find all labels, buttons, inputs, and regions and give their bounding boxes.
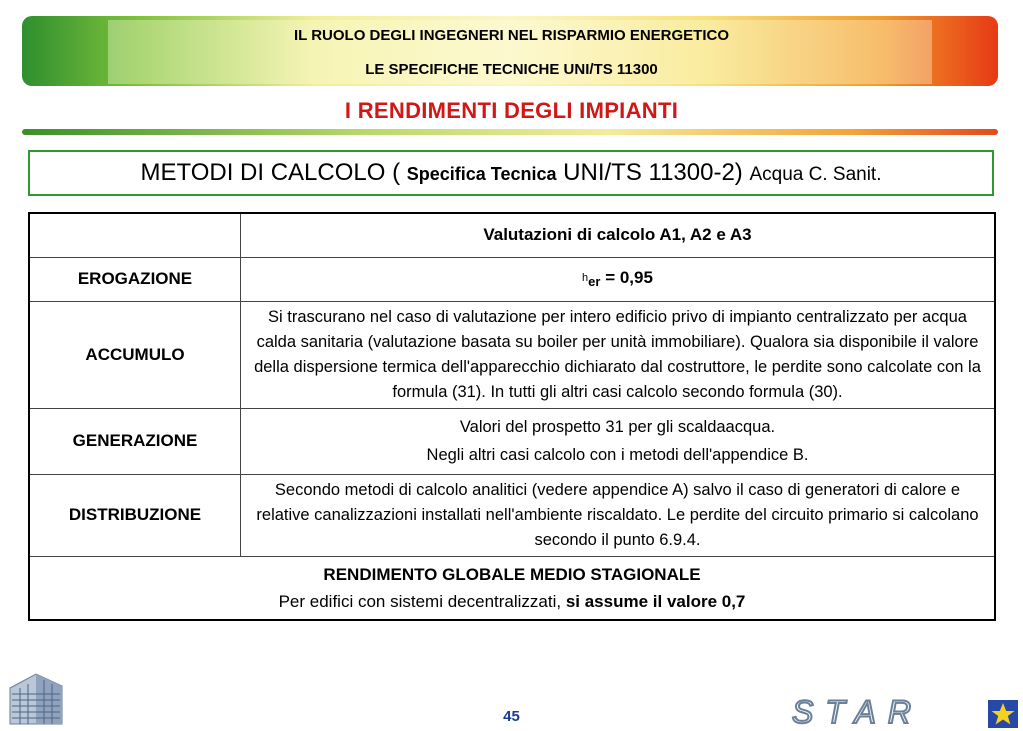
calculation-table (28, 212, 996, 621)
method-text-2: Specifica Tecnica (406, 164, 557, 184)
row-label-distribuzione: DISTRIBUZIONE (29, 474, 241, 556)
table-header-row (29, 213, 995, 257)
table-row-generazione (29, 408, 995, 474)
summary-title: RENDIMENTO GLOBALE MEDIO STAGIONALE (323, 564, 701, 584)
page-number: 45 (503, 708, 520, 725)
row-label-erogazione: EROGAZIONE (29, 257, 241, 301)
eta-symbol: h (582, 271, 589, 284)
eta-subscript: er (588, 273, 601, 289)
table-header-empty (29, 213, 241, 257)
generazione-line-1: Valori del prospetto 31 per gli scaldaacqua. (459, 417, 776, 436)
distribuzione-text: Secondo metodi di calcolo analitici (vedere appendice A) salvo il caso di generatori di calore e relative canalizzazioni installati nell'ambiente riscaldato. Le perdite del circuito primario si calcolano secondo il punto 6.9.4. (241, 474, 996, 556)
method-text-4: Acqua C. Sanit. (749, 164, 882, 185)
accumulo-text: Si trascurano nel caso di valutazione per intero edificio privo di impianto centralizzato per acqua calda sanitaria (valutazione basata su boiler per unità immobiliare). Qualora sia disponibile il valore della dispersione termica dell'apparecchio dichiarato dal costruttore, le perdite sono calcolate con la formula (31). In tutti gli altri casi calcolo secondo formula (30). (241, 301, 996, 408)
erogazione-number: = 0,95 (600, 267, 653, 287)
table-row-erogazione (29, 257, 995, 301)
summary-cell (29, 556, 995, 620)
header-line-1: IL RUOLO DEGLI INGEGNERI NEL RISPARMIO ENERGETICO (293, 27, 730, 44)
table-row-accumulo (29, 301, 995, 408)
method-text-1: METODI DI CALCOLO ( (140, 159, 407, 186)
row-label-generazione: GENERAZIONE (29, 408, 241, 474)
summary-line (36, 588, 988, 615)
generazione-cell (241, 408, 996, 474)
header-line-2: LE SPECIFICHE TECNICHE UNI/TS 11300 (365, 61, 658, 78)
method-text-3: UNI/TS 11300-2) (556, 159, 750, 186)
title-divider (22, 129, 998, 135)
row-label-accumulo: ACCUMULO (29, 301, 241, 408)
generazione-line-2: Negli altri casi calcolo con i metodi dell'appendice B. (426, 445, 809, 464)
star-logo-text: STAR (792, 696, 923, 728)
method-box (28, 150, 994, 196)
star-icon (988, 700, 1018, 728)
table-header-cell: Valutazioni di calcolo A1, A2 e A3 (241, 213, 996, 257)
star-logo (790, 696, 986, 728)
erogazione-value (241, 257, 996, 301)
summary-text: Per edifici con sistemi decentralizzati, (278, 591, 566, 611)
page-title: I RENDIMENTI DEGLI IMPIANTI (344, 98, 679, 123)
table-row-summary (29, 556, 995, 620)
table-row-distribuzione (29, 474, 995, 556)
summary-bold: si assume il valore 0,7 (565, 591, 746, 611)
